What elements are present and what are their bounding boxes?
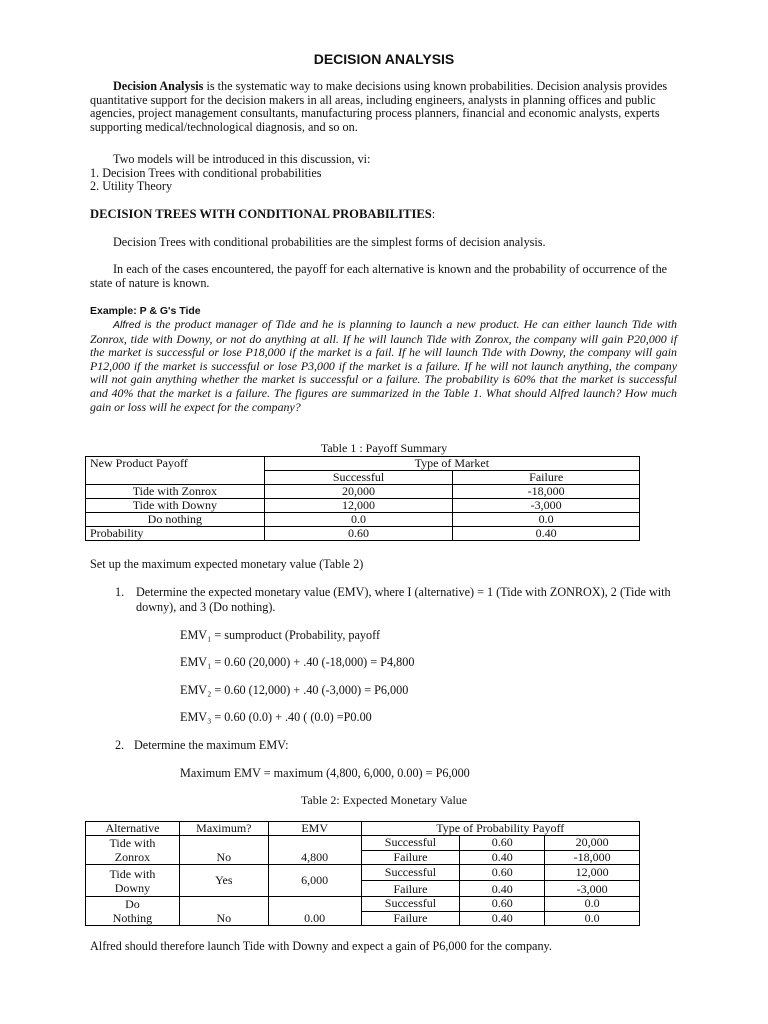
maximum-cell: No [179, 836, 268, 865]
cell-successful: 0.0 [264, 513, 453, 527]
table-row [86, 457, 640, 471]
intro-term: Decision Analysis [113, 79, 204, 93]
paragraph-payoff: In each of the cases encountered, the payoff for each alternative is known and the probability of occurrence of the state of nature is known. [90, 262, 668, 290]
cell-successful: 20,000 [264, 485, 453, 499]
payoff-cell: 20,000 [545, 836, 640, 851]
equation-emv1: EMV₁ = 0.60 (20,000) + .40 (-18,000) = P4,800 [180, 655, 415, 669]
row-label: Do nothing [86, 513, 265, 527]
header-alternative: Alternative [86, 822, 180, 836]
emv-cell: 6,000 [268, 865, 361, 897]
alternative-cell [86, 897, 180, 926]
table1-caption: Table 1 : Payoff Summary [320, 441, 448, 455]
step1-text: Determine the expected monetary value (EMV), where I (alternative) = 1 (Tide with ZONROX), 2 (Tide with downy), and 3 (Do nothing). [136, 585, 671, 614]
header-failure: Failure [453, 471, 640, 485]
alternative-line1: Tide with [109, 836, 156, 850]
alternative-line2: Downy [114, 880, 151, 895]
probability-cell: 0.60 [460, 836, 545, 851]
example-name: Alfred i [113, 319, 147, 331]
state-cell: Successful [361, 865, 460, 881]
alternative-line2: Nothing [112, 911, 153, 925]
intro-paragraph [90, 80, 680, 134]
page-title: DECISION ANALYSIS [313, 51, 455, 67]
probability-cell: 0.60 [460, 865, 545, 881]
alternative-line1: Do [125, 897, 140, 911]
state-cell: Failure [361, 911, 460, 926]
cell-successful: 0.60 [264, 527, 453, 541]
step2-text: Determine the maximum EMV: [134, 738, 289, 752]
table-row [86, 822, 640, 836]
conclusion: Alfred should therefore launch Tide with Downy and expect a gain of P6,000 for the company. [90, 939, 552, 953]
table-row [86, 865, 640, 881]
table-row [86, 513, 640, 527]
row-label: Probability [86, 527, 265, 541]
header-emv: EMV [268, 822, 361, 836]
row-label: Tide with Downy [86, 499, 265, 513]
probability-cell: 0.40 [460, 881, 545, 897]
equation-emv3: EMV₃ = 0.60 (0.0) + .40 ( (0.0) =P0.00 [180, 710, 372, 724]
max-emv-line: Maximum EMV = maximum (4,800, 6,000, 0.00) = P6,000 [180, 766, 470, 780]
models-lead: Two models will be introduced in this discussion, vi: [113, 152, 371, 166]
maximum-cell: Yes [179, 865, 268, 897]
step1-number: 1. [115, 585, 125, 599]
payoff-cell: 12,000 [545, 865, 640, 881]
state-cell: Successful [361, 897, 460, 912]
cell-failure: -18,000 [453, 485, 640, 499]
setup-line: Set up the maximum expected monetary value (Table 2) [90, 557, 364, 571]
alternative-line1: Tide with [109, 866, 156, 881]
header-new-product-payoff: New Product Payoff [86, 457, 265, 485]
maximum-cell: No [179, 897, 268, 926]
table-row [86, 897, 640, 912]
header-type-of-probability-payoff: Type of Probability Payoff [361, 822, 639, 836]
section-heading-colon: : [431, 207, 436, 221]
emv-cell: 4,800 [268, 836, 361, 865]
intro-text: is the systematic way to make decisions using known probabilities. Decision analysis provides quantitative support for the decision makers in all areas, including engineers, analysts in planning offices and public agencies, project management consultants, manufacturing process planners, financial and economic analysts, experts supporting medical/technological diagnosis, and so on. [90, 79, 668, 134]
section-heading [90, 207, 435, 222]
alternative-line2: Zonrox [114, 850, 151, 864]
state-cell: Successful [361, 836, 460, 851]
alternative-cell [86, 865, 180, 897]
payoff-summary-table [85, 456, 640, 541]
equation-sumproduct: EMV₁ = sumproduct (Probability, payoff [180, 628, 381, 642]
table-row [86, 485, 640, 499]
header-maximum: Maximum? [179, 822, 268, 836]
example-title: Example: P & G's Tide [90, 305, 201, 317]
table-row [86, 527, 640, 541]
cell-failure: 0.0 [453, 513, 640, 527]
payoff-cell: 0.0 [545, 897, 640, 912]
state-cell: Failure [361, 850, 460, 865]
table-row [86, 499, 640, 513]
payoff-cell: 0.0 [545, 911, 640, 926]
header-type-of-market: Type of Market [264, 457, 639, 471]
equation-emv2: EMV₂ = 0.60 (12,000) + .40 (-3,000) = P6,000 [180, 683, 409, 697]
table2-caption: Table 2: Expected Monetary Value [300, 793, 468, 807]
payoff-cell: -3,000 [545, 881, 640, 897]
header-successful: Successful [264, 471, 453, 485]
state-cell: Failure [361, 881, 460, 897]
alternative-cell [86, 836, 180, 865]
paragraph-simplest: Decision Trees with conditional probabilities are the simplest forms of decision analysis. [113, 235, 546, 249]
section-heading-text: DECISION TREES WITH CONDITIONAL PROBABILITIES [90, 207, 432, 221]
cell-failure: -3,000 [453, 499, 640, 513]
probability-cell: 0.60 [460, 897, 545, 912]
probability-cell: 0.40 [460, 911, 545, 926]
table-row [86, 836, 640, 851]
model-item-1: 1. Decision Trees with conditional probabilities [90, 166, 322, 180]
cell-successful: 12,000 [264, 499, 453, 513]
emv-table [85, 821, 640, 926]
step2-number: 2. [115, 738, 125, 752]
emv-cell: 0.00 [268, 897, 361, 926]
example-paragraph [90, 318, 677, 414]
model-item-2: 2. Utility Theory [90, 179, 173, 193]
payoff-cell: -18,000 [545, 850, 640, 865]
cell-failure: 0.40 [453, 527, 640, 541]
example-text: s the product manager of Tide and he is planning to launch a new product. He can either launch Tide with Zonrox, tide with Downy, or not do anything at all. If he will launch Tide with Zonrox, the company will gain P20,000 if the market is successful or lose P18,000 if the market is a fail. If he will launch Tide with Downy, the company will gain P12,000 if the market is successful or lose P3,000 if the market is a failure. If he will not launch anything, the company will not gain anything whether the market is successful or a failure. The probability is 60% that the market is successful and 40% that the market is a failure. The figures are summarized in the Table 1. What should Alfred launch? How much gain or loss will he expect for the company? [90, 317, 677, 414]
probability-cell: 0.40 [460, 850, 545, 865]
row-label: Tide with Zonrox [86, 485, 265, 499]
